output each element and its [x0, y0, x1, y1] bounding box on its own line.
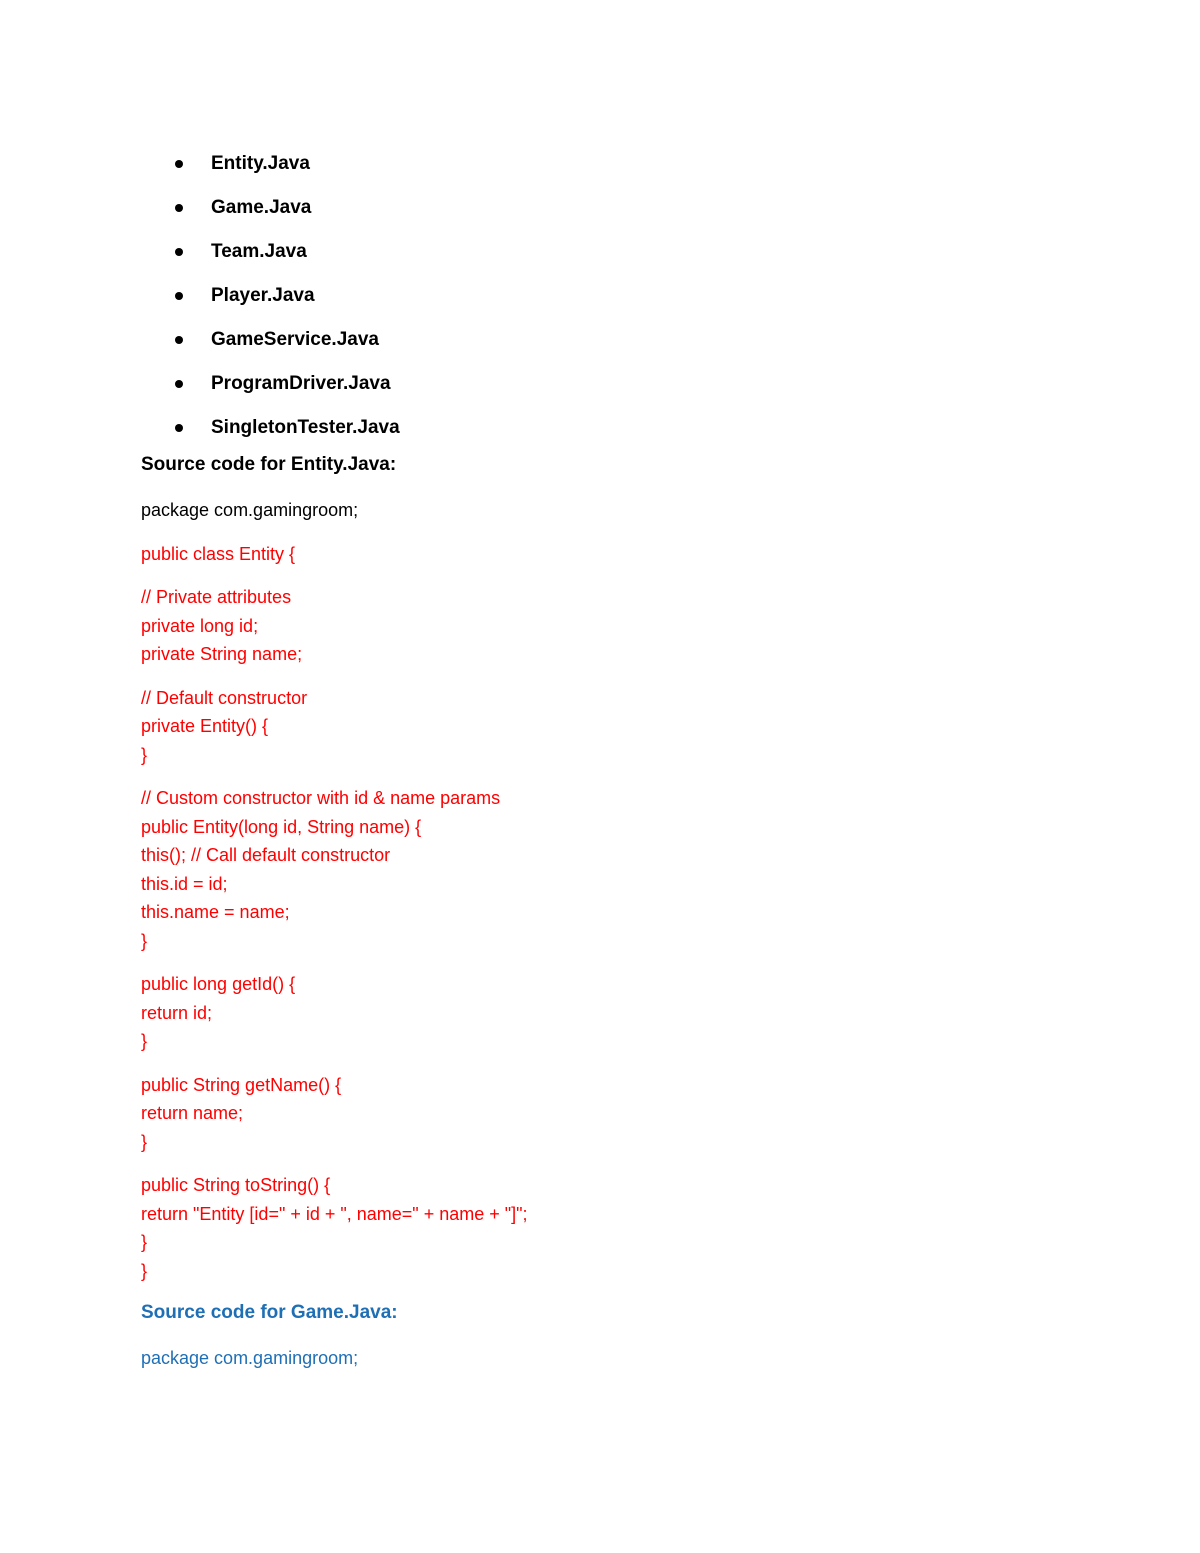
bullet-icon: [175, 380, 183, 388]
code-line: return id;: [141, 1002, 213, 1023]
code-line: public Entity(long id, String name) {: [141, 816, 422, 837]
game-package-paragraph: [141, 1344, 1141, 1373]
code-paragraph: [141, 1071, 1141, 1157]
entity-source-heading: Source code for Entity.Java:: [141, 454, 397, 475]
game-source-heading: Source code for Game.Java:: [141, 1302, 398, 1323]
code-paragraph: [141, 784, 1141, 955]
list-item: [175, 406, 400, 450]
code-line: }: [141, 1232, 148, 1252]
file-name: GameService.Java: [211, 329, 379, 350]
code-line: public String toString() {: [141, 1175, 331, 1195]
code-line: public String getName() {: [141, 1074, 342, 1095]
list-item: [175, 142, 400, 186]
code-line: }: [141, 930, 148, 951]
code-line: private String name;: [141, 644, 303, 664]
package-line: package com.gamingroom;: [141, 1348, 359, 1368]
bullet-icon: [175, 248, 183, 256]
code-paragraph: [141, 970, 1141, 1056]
code-paragraph: [141, 684, 1141, 770]
file-name: SingletonTester.Java: [211, 417, 400, 438]
file-name: Entity.Java: [211, 153, 310, 174]
code-line: private long id;: [141, 615, 259, 636]
bullet-icon: [175, 424, 183, 432]
list-item: [175, 274, 400, 318]
code-line: return "Entity [id=" + id + ", name=" + name + "]";: [141, 1203, 528, 1224]
code-line: private Entity() {: [141, 716, 269, 736]
bullet-icon: [175, 204, 183, 212]
code-paragraph: [141, 540, 1141, 569]
code-line: // Custom constructor with id & name params: [141, 788, 501, 808]
code-line: // Private attributes: [141, 587, 292, 607]
package-line: package com.gamingroom;: [141, 500, 359, 520]
entity-package-paragraph: [141, 496, 1141, 525]
file-name: Team.Java: [211, 241, 307, 262]
code-line: }: [141, 744, 148, 765]
code-line: this(); // Call default constructor: [141, 845, 391, 865]
list-item: [175, 362, 400, 406]
bullet-icon: [175, 292, 183, 300]
code-paragraph: [141, 583, 1141, 669]
code-line: return name;: [141, 1103, 244, 1123]
file-name: Player.Java: [211, 285, 315, 306]
list-item: [175, 318, 400, 362]
file-name: ProgramDriver.Java: [211, 373, 391, 394]
code-paragraph: [141, 1171, 1141, 1285]
code-line: public class Entity {: [141, 543, 296, 564]
file-list: [175, 142, 400, 450]
code-line: }: [141, 1131, 148, 1152]
source-content: [141, 452, 1141, 1388]
code-line: public long getId() {: [141, 974, 296, 994]
code-line: this.id = id;: [141, 873, 228, 894]
list-item: [175, 230, 400, 274]
code-line: }: [141, 1260, 148, 1281]
file-name: Game.Java: [211, 197, 312, 218]
bullet-icon: [175, 160, 183, 168]
bullet-icon: [175, 336, 183, 344]
code-line: }: [141, 1031, 148, 1051]
code-line: // Default constructor: [141, 687, 308, 708]
list-item: [175, 186, 400, 230]
code-line: this.name = name;: [141, 902, 290, 922]
